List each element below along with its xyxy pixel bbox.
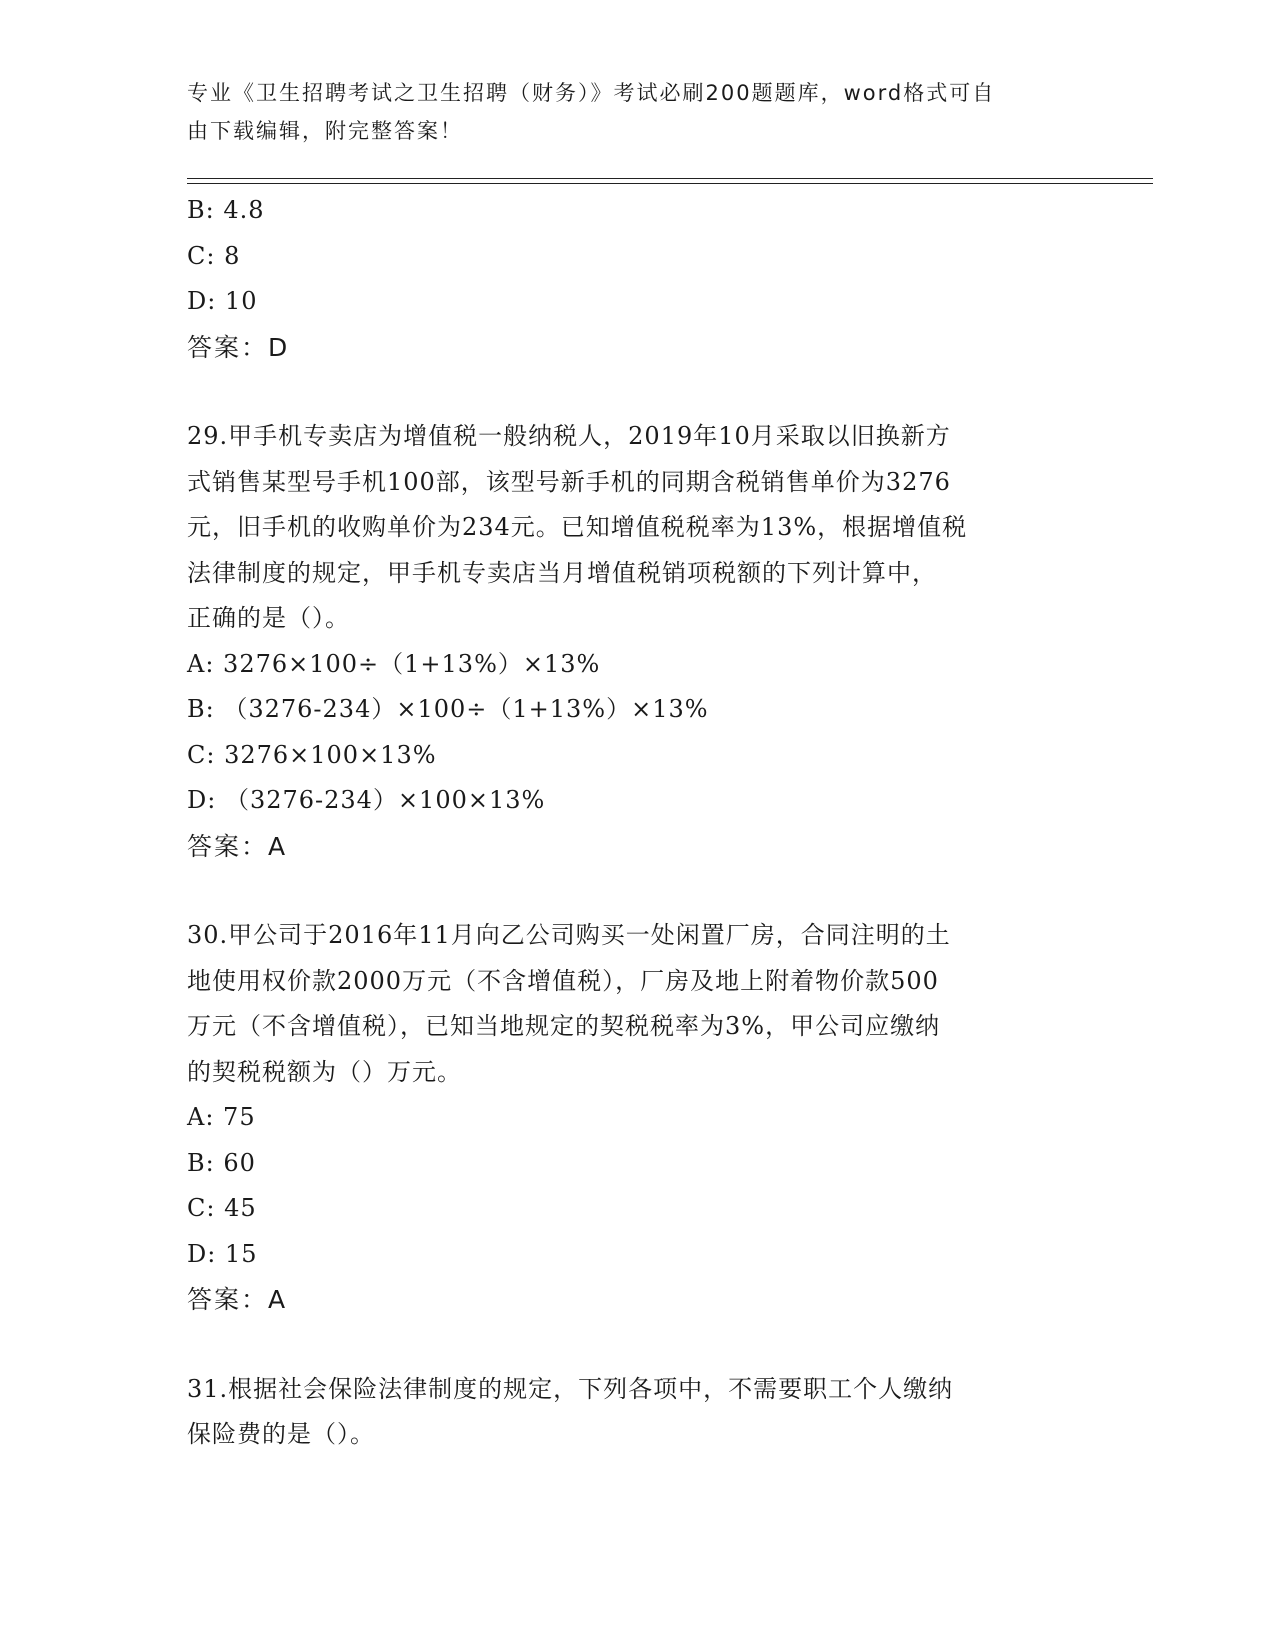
header-rule-top: [187, 178, 1153, 179]
answer: 答案：A: [187, 831, 288, 861]
option-c: C: 3276×100×13%: [187, 740, 437, 769]
question-31: [187, 1367, 1087, 1458]
question-30: [187, 913, 1087, 1323]
question-stem-line: 29.甲手机专卖店为增值税一般纳税人，2019年10月采取以旧换新方: [187, 422, 951, 450]
option-c: C: 8: [187, 241, 241, 270]
question-stem-line: 31.根据社会保险法律制度的规定，下列各项中，不需要职工个人缴纳: [187, 1374, 954, 1403]
question-stem-line: 正确的是（）。: [187, 604, 350, 632]
question-stem-line: 保险费的是（）。: [187, 1420, 375, 1448]
header-line-2: 由下载编辑，附完整答案！: [187, 119, 463, 143]
question-stem-line: 30.甲公司于2016年11月向乙公司购买一处闲置厂房，合同注明的土: [187, 921, 951, 949]
answer: 答案：A: [187, 1285, 288, 1314]
option-d: D: （3276-234）×100×13%: [187, 786, 546, 814]
question-stem-line: 地使用权价款2000万元（不含增值税），厂房及地上附着物价款500: [187, 966, 939, 995]
option-d: D: 15: [187, 1239, 258, 1268]
question-stem-line: 式销售某型号手机100部，该型号新手机的同期含税销售单价为3276: [187, 467, 951, 496]
question-29: [187, 414, 1087, 869]
question-stem-line: 的契税税额为（）万元。: [187, 1057, 462, 1086]
document-body: [187, 188, 1087, 1458]
option-c: C: 45: [187, 1194, 257, 1222]
document-header: [187, 74, 1067, 150]
spacer: [187, 1323, 1087, 1367]
question-28-tail: [187, 188, 1087, 370]
header-rule-bottom: [187, 183, 1153, 184]
option-b: B: 60: [187, 1148, 256, 1177]
spacer: [187, 869, 1087, 913]
option-b: B: 4.8: [187, 196, 265, 224]
spacer: [187, 370, 1087, 414]
question-stem-line: 元，旧手机的收购单价为234元。已知增值税税率为13%，根据增值税: [187, 513, 968, 541]
question-stem-line: 法律制度的规定，甲手机专卖店当月增值税销项税额的下列计算中，: [187, 558, 937, 587]
header-line-1: 专业《卫生招聘考试之卫生招聘（财务）》考试必刷200题题库，word格式可自: [187, 81, 996, 105]
answer: 答案：D: [187, 332, 290, 362]
question-stem-line: 万元（不含增值税），已知当地规定的契税税率为3%，甲公司应缴纳: [187, 1012, 941, 1040]
option-a: A: 75: [187, 1103, 256, 1131]
option-d: D: 10: [187, 287, 258, 315]
option-b: B: （3276-234）×100÷（1+13%）×13%: [187, 695, 709, 723]
option-a: A: 3276×100÷（1+13%）×13%: [187, 649, 601, 678]
